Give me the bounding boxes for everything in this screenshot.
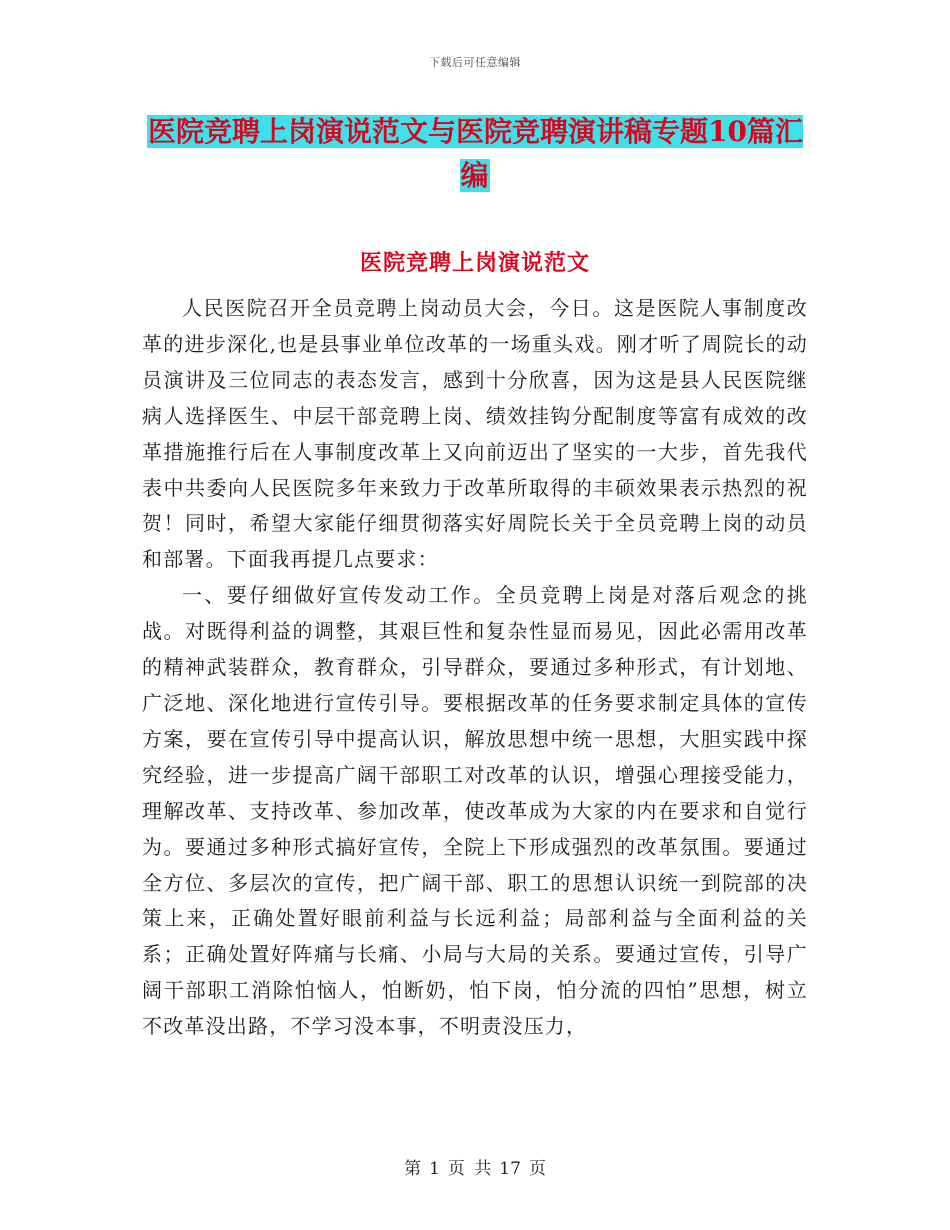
document-title-text: 医院竞聘上岗演说范文与医院竞聘演讲稿专题10篇汇编: [148, 115, 803, 192]
section-title: 医院竞聘上岗演说范文: [359, 250, 590, 276]
total-page-count: 17: [499, 1159, 521, 1179]
footer-middle: 页 共: [447, 1159, 492, 1179]
paragraph: 一、要仔细做好宣传发动工作。全员竞聘上岗是对落后观念的挑战。对既得利益的调整，其艰巨性和复杂性显而易见，因此必需用改革的精神武装群众，教育群众，引导群众，要通过多种形式，有计划地、广泛地、深化地进行宣传引导。要根据改革的任务要求制定具体的宣传方案，要在宣传引导中提高认识，解放思想中统一思想，大胆实践中探究经验，进一步提高广阔干部职工对改革的认识，增强心理接受能力，理解改革、支持改革、参加改革，使改革成为大家的内在要求和自觉行为。要通过多种形式搞好宣传，全院上下形成强烈的改革氛围。要通过全方位、多层次的宣传，把广阔干部、职工的思想认识统一到院部的决策上来，正确处置好眼前利益与长远利益；局部利益与全面利益的关系；正确处置好阵痛与长痛、小局与大局的关系。要通过宣传，引导广阔干部职工消除怕恼人，怕断奶，怕下岗，怕分流的四怕”思想，树立不改革没出路，不学习没本事，不明责没压力，: [142, 583, 808, 1039]
paragraph: 人民医院召开全员竞聘上岗动员大会，今日。这是医院人事制度改革的进步深化,也是县事业单位改革的一场重头戏。刚才听了周院长的动员演讲及三位同志的表态发言，感到十分欣喜，因为这是县人民医院继病人选择医生、中层干部竞聘上岗、绩效挂钩分配制度等富有成效的改革措施推行后在人事制度改革上又向前迈出了坚实的一大步，首先我代表中共委向人民医院多年来致力于改革所取得的丰硕效果表示热烈的祝贺！同时，希望大家能仔细贯彻落实好周院长关于全员竞聘上岗的动员和部署。下面我再提几点要求：: [142, 296, 808, 572]
footer-suffix: 页: [528, 1159, 546, 1179]
header-note: 下载后可任意编辑: [429, 56, 521, 69]
body-text: [142, 291, 808, 1045]
document-title: [140, 110, 810, 198]
current-page-number: 1: [429, 1159, 440, 1179]
page-footer: [0, 1154, 950, 1179]
footer-prefix: 第: [404, 1159, 422, 1179]
